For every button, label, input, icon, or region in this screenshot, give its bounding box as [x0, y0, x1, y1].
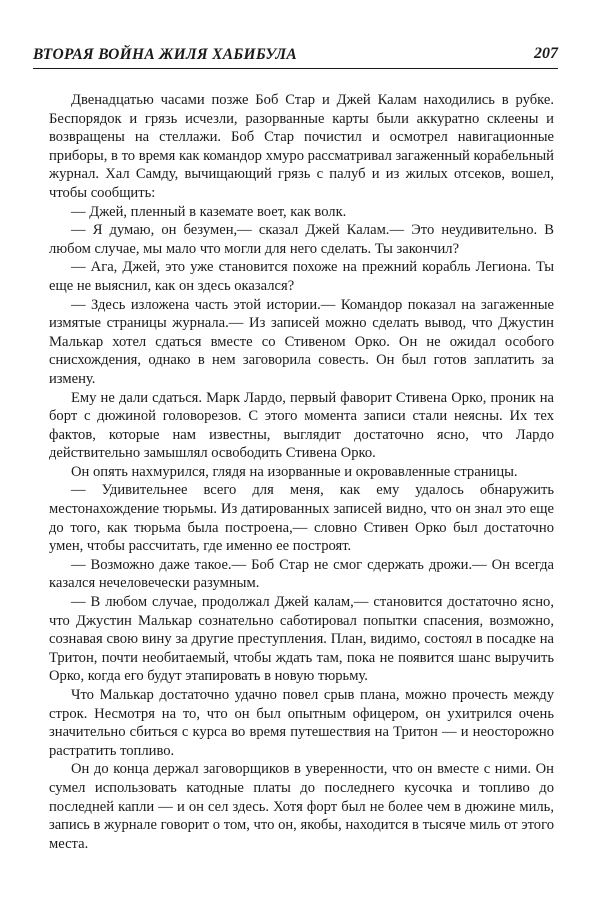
paragraph: — Я думаю, он безумен,— сказал Джей Калам.— Это неудивительно. В любом случае, мы мало что могли для него сделать. Ты закончил? — [49, 222, 554, 257]
running-header — [33, 44, 558, 69]
paragraph: Что Малькар достаточно удачно повел срыв плана, можно прочесть между строк. Несмотря на то, что он был опытным офицером, он ухитрился очень значительно сбиться с курса во время путешествия на Тритон — и неосторожно растратить топливо. — [49, 687, 554, 759]
paragraph: — В любом случае, продолжал Джей калам,— становится достаточно ясно, что Джустин Малькар сознательно саботировал попытки спасения, возможно, сознавая свою вину за другие преступления. План, видимо, состоял в посадке на Тритон, почти необитаемый, чтобы ждать там, пока не появится шанс выручить Орко, когда его будут этапировать в новую тюрьму. — [49, 594, 554, 685]
paragraph: Ему не дали сдаться. Марк Лардо, первый фаворит Стивена Орко, проник на борт с дюжиной головорезов. С этого момента записи стали неясны. Их тех фактов, которые нам известны, выглядит достаточно ясно, что Лардо действительно замышлял освободить Стивена Орко. — [49, 389, 554, 462]
paragraph: Он опять нахмурился, глядя на изорванные и окровавленные страницы. — [71, 463, 518, 480]
body-text — [49, 91, 554, 853]
paragraph: Двенадцатью часами позже Боб Стар и Джей Калам находились в рубке. Беспорядок и грязь исчезли, разорванные карты были аккуратно склеены и возвращены на стеллажи. Боб Стар почистил и осмотрел навигационные приборы, в то время как командор хмуро рассматривал загаженный корабельный журнал. Хал Самду, вычищающий грязь с палуб и из жилых отсеков, вошел, чтобы сообщить: — [49, 92, 554, 201]
paragraph: — Здесь изложена часть этой истории.— Командор показал на загаженные измятые страницы журнала.— Из записей можно сделать вывод, что Джустин Малькар хотел сдаться вместе со Стивеном Орко. Он не ожидал особого снисхождения, однако в нем заговорила совесть. Он был готов заплатить за измену. — [49, 296, 554, 387]
paragraph: — Удивительнее всего для меня, как ему удалось обнаружить местонахождение тюрьмы. Из датированных записей видно, что он знал это еще до того, как тюрьма была построена,— словно Стивен Орко был достаточно умен, чтобы рассчитать, где именно ее построят. — [49, 482, 554, 555]
paragraph: — Джей, пленный в каземате воет, как волк. — [71, 203, 347, 220]
paragraph: Он до конца держал заговорщиков в уверенности, что он вместе с ними. Он сумел использовать катодные платы до последнего кусочка и топливо до последней капли — и он сел здесь. Хотя форт был не более чем в дюжине миль, запись в журнале говорит о том, что он, якобы, находится в тысяче миль от этого места. — [49, 761, 554, 852]
running-title: ВТОРАЯ ВОЙНА ЖИЛЯ ХАБИБУЛА — [33, 46, 298, 63]
page-number: 207 — [534, 45, 558, 62]
paragraph: — Ага, Джей, это уже становится похоже на прежний корабль Легиона. Ты еще не выяснил, как он здесь оказался? — [49, 259, 554, 294]
paragraph: — Возможно даже такое.— Боб Стар не смог сдержать дрожи.— Он всегда казался нечеловечески разумным. — [49, 556, 554, 592]
